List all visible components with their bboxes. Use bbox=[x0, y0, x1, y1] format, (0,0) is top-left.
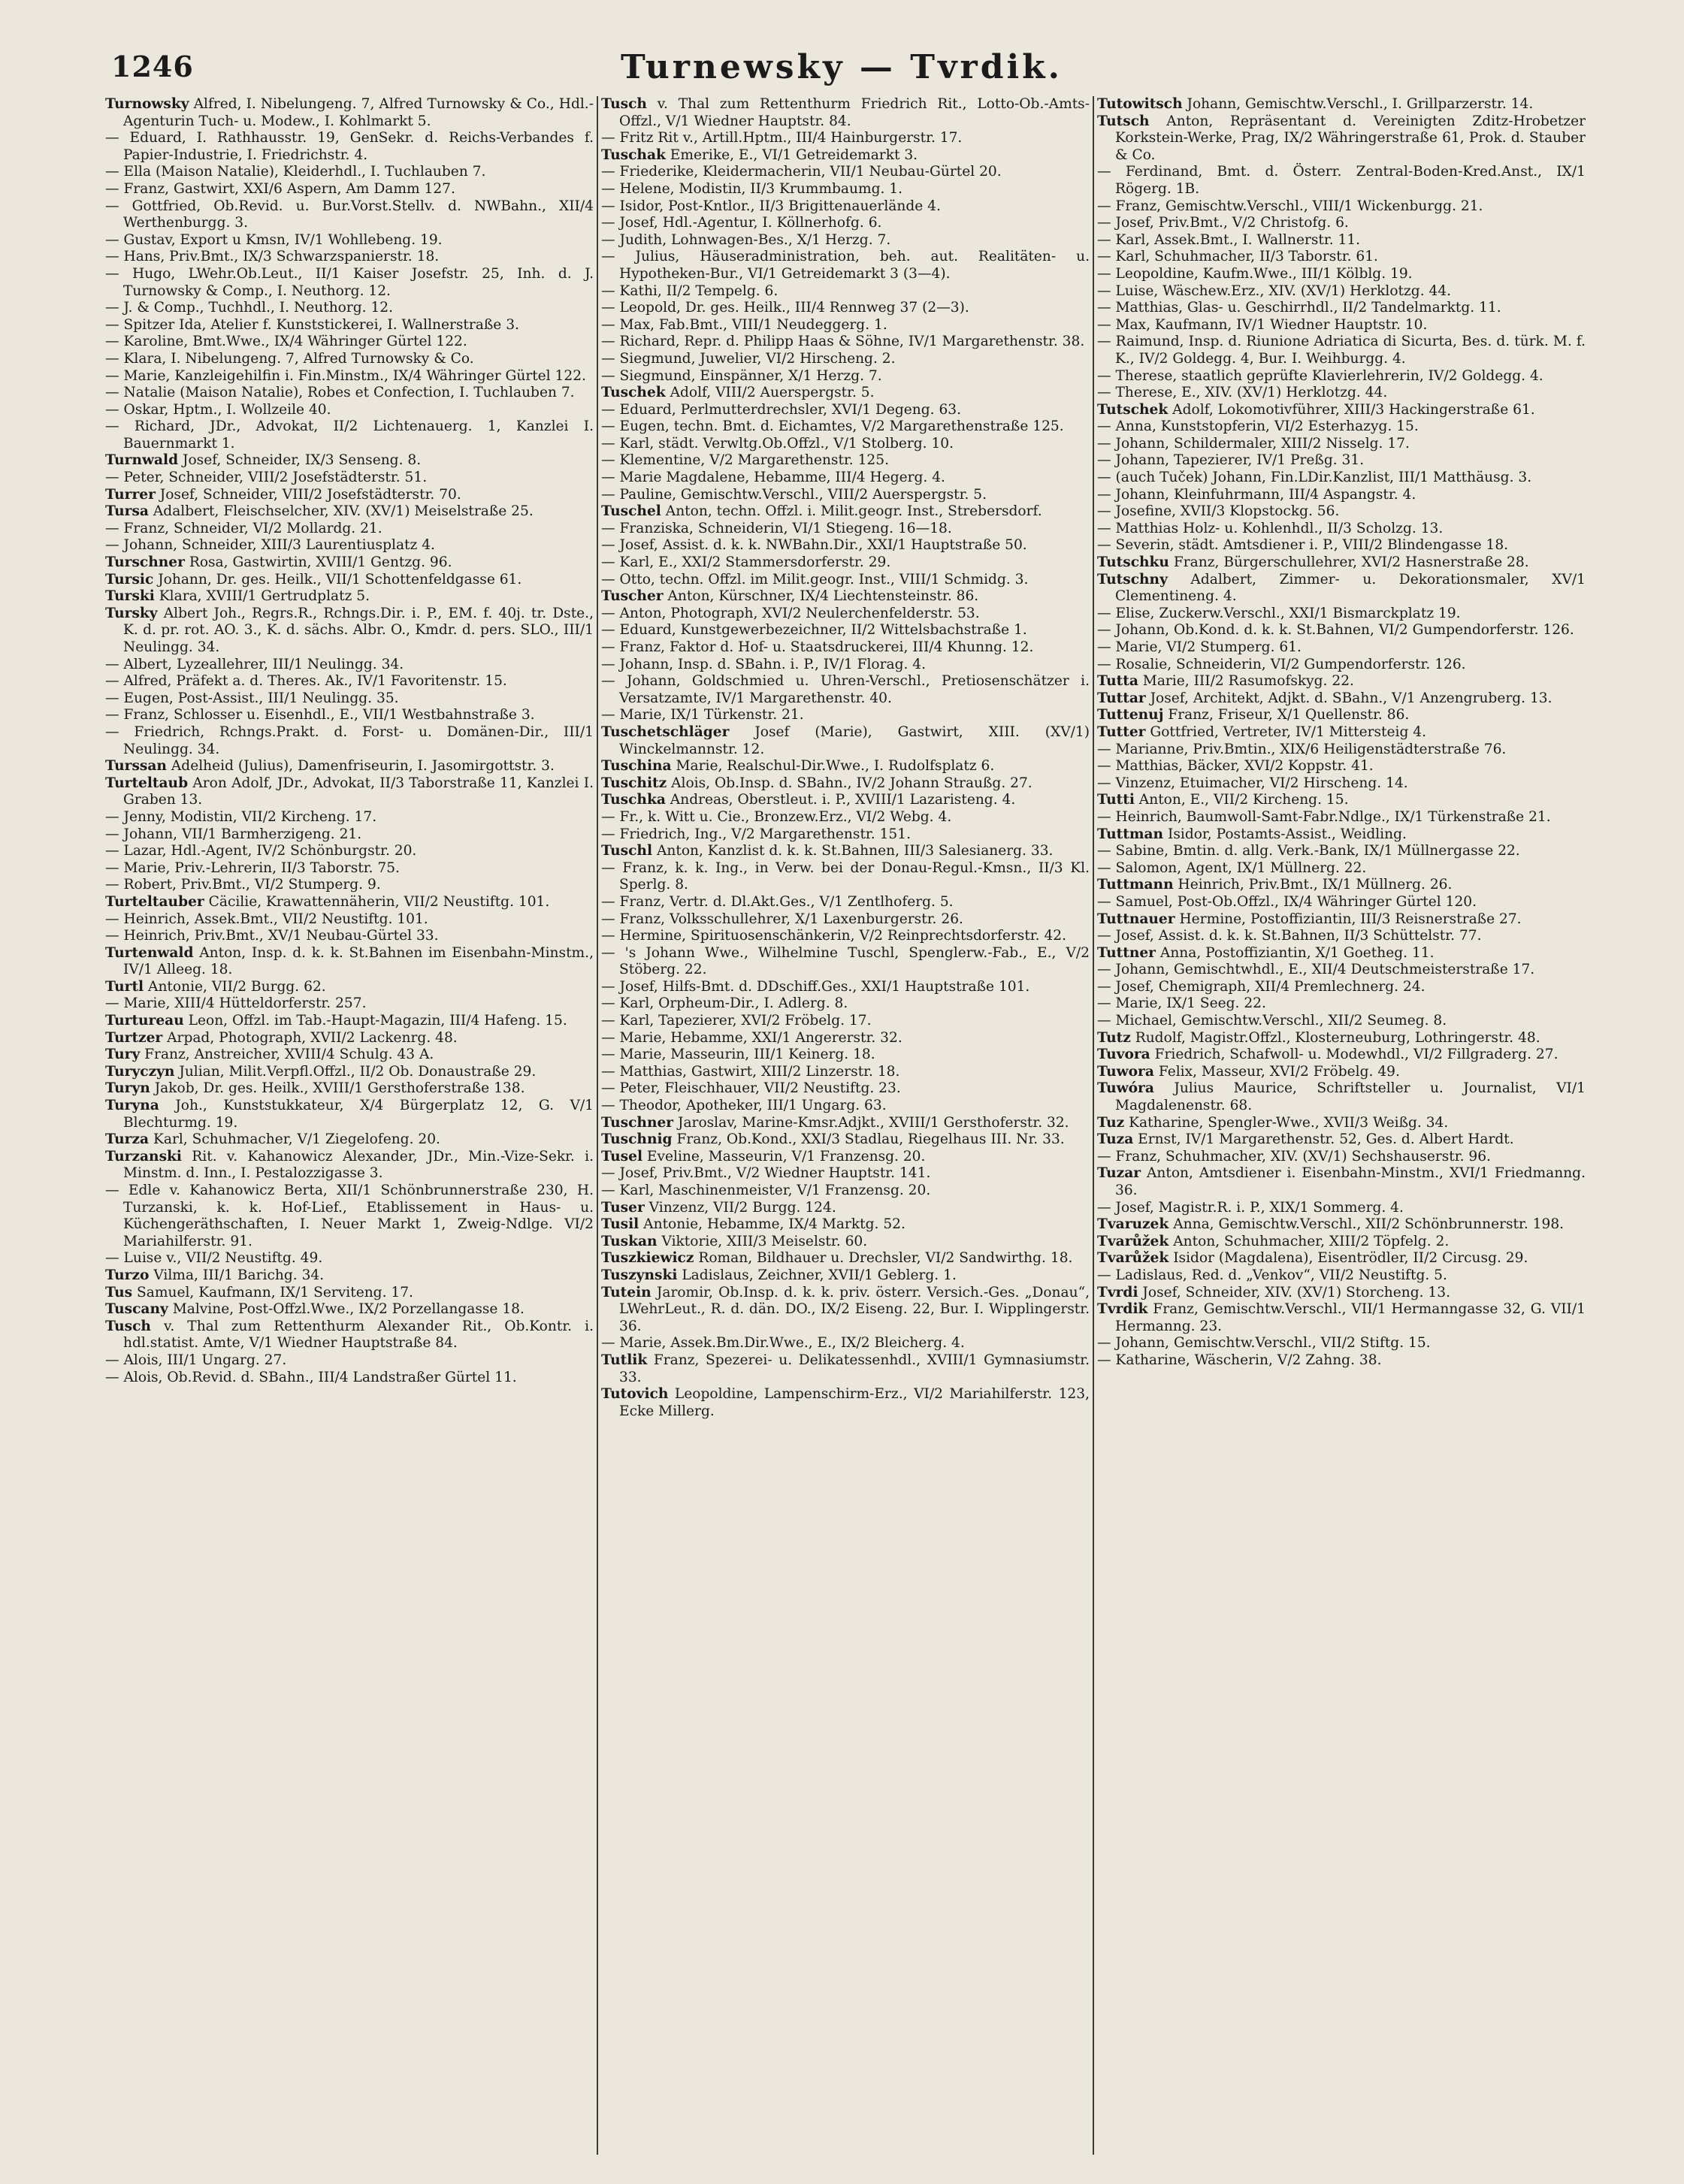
entry-surname: Tursky bbox=[105, 605, 158, 621]
directory-entry: — Luise v., VII/2 Neustiftg. 49. bbox=[105, 1250, 323, 1267]
directory-entry: — Severin, städt. Amtsdiener i. P., VIII/2 Blindengasse 18. bbox=[1097, 537, 1509, 554]
directory-entry: Tutein Jaromir, Ob.Insp. d. k. k. priv. österr. Versich.-Ges. „Donau“, LWehrLeut., R. d. dän. DO., IX/2 Eiseng. 22, Bur. I. Wipplingerstr. 36. bbox=[601, 1284, 1090, 1334]
entry-surname: Tury bbox=[105, 1047, 141, 1063]
entry-surname: Tuza bbox=[1097, 1131, 1134, 1148]
directory-entry: — Franziska, Schneiderin, VI/1 Stiegeng. 16—18. bbox=[601, 520, 952, 536]
directory-entry: Tvrdik Franz, Gemischtw.Verschl., VII/1 Hermanngasse 32, G. VII/1 Hermanng. 23. bbox=[1097, 1301, 1586, 1334]
directory-entry: Turzanski Rit. v. Kahanowicz Alexander, JDr., Min.-Vize-Sekr. i. Minstm. d. Inn., I. Pestalozzigasse 3. bbox=[105, 1148, 594, 1182]
directory-entry: Tuttnauer Hermine, Postoffiziantin, III/3 Reisnerstraße 27. bbox=[1097, 911, 1522, 927]
entry-surname: Tuzar bbox=[1097, 1165, 1141, 1182]
entry-surname: Tuttmann bbox=[1097, 877, 1174, 893]
directory-entry: — Josef, Priv.Bmt., V/2 Christofg. 6. bbox=[1097, 215, 1349, 231]
directory-entry: — Josef, Assist. d. k. k. St.Bahnen, II/3 Schüttelstr. 77. bbox=[1097, 928, 1482, 944]
directory-entry: — Marie, XIII/4 Hütteldorferstr. 257. bbox=[105, 995, 367, 1012]
directory-entry: Tutovich Leopoldine, Lampenschirm-Erz., VI/2 Mariahilferstr. 123, Ecke Millerg. bbox=[601, 1386, 1090, 1419]
directory-entry: Tuwora Felix, Masseur, XVI/2 Fröbelg. 49. bbox=[1097, 1063, 1400, 1080]
directory-entry: — Robert, Priv.Bmt., VI/2 Stumperg. 9. bbox=[105, 877, 381, 893]
directory-entry: — Heinrich, Priv.Bmt., XV/1 Neubau-Gürtel 33. bbox=[105, 928, 439, 944]
directory-entry: — Therese, E., XIV. (XV/1) Herklotzg. 44. bbox=[1097, 385, 1388, 401]
entry-surname: Turza bbox=[105, 1131, 150, 1148]
directory-entry: — Marie, IX/1 Seeg. 22. bbox=[1097, 995, 1266, 1012]
directory-entry: Tury Franz, Anstreicher, XVIII/4 Schulg. 43 A. bbox=[105, 1047, 434, 1063]
column-divider bbox=[597, 96, 598, 2155]
directory-entry: Tuttenuj Franz, Friseur, X/1 Quellenstr. 86. bbox=[1097, 707, 1410, 723]
directory-entry: — Katharine, Wäscherin, V/2 Zahng. 38. bbox=[1097, 1352, 1382, 1368]
directory-entry: — Judith, Lohnwagen-Bes., X/1 Herzg. 7. bbox=[601, 231, 891, 248]
directory-entry: Tuscany Malvine, Post-Offzl.Wwe., IX/2 Porzellangasse 18. bbox=[105, 1301, 525, 1318]
entry-surname: Tuschnig bbox=[601, 1131, 673, 1148]
directory-entry: Turtl Antonie, VII/2 Burgg. 62. bbox=[105, 978, 326, 995]
directory-entry: Tuschnig Franz, Ob.Kond., XXI/3 Stadlau, Riegelhaus III. Nr. 33. bbox=[601, 1131, 1065, 1148]
directory-entry: — Karl, Assek.Bmt., I. Wallnerstr. 11. bbox=[1097, 231, 1361, 248]
directory-entry: — Anna, Kunststopferin, VI/2 Esterhazyg. 15. bbox=[1097, 418, 1419, 435]
directory-entry: — Alois, Ob.Revid. d. SBahn., III/4 Landstraßer Gürtel 11. bbox=[105, 1369, 517, 1385]
entry-surname: Tuszynski bbox=[601, 1267, 678, 1283]
directory-entry: — Eduard, I. Rathhausstr. 19, GenSekr. d. Reichs-Verbandes f. Papier-Industrie, I. Friedrichstr. 4. bbox=[105, 130, 594, 163]
entry-surname: Tutein bbox=[601, 1284, 652, 1300]
directory-entry: — Friedrich, Rchngs.Prakt. d. Forst- u. Domänen-Dir., III/1 Neulingg. 34. bbox=[105, 723, 594, 757]
directory-entry: — Franz, Schneider, VI/2 Mollardg. 21. bbox=[105, 520, 382, 536]
directory-entry: — Marie Magdalene, Hebamme, III/4 Hegerg. 4. bbox=[601, 470, 945, 486]
directory-entry: Tusch v. Thal zum Rettenthurm Friedrich Rit., Lotto-Ob.-Amts-Offzl., V/1 Wiedner Hauptstr. 84. bbox=[601, 96, 1090, 129]
directory-entry: — Johann, VII/1 Barmherzigeng. 21. bbox=[105, 826, 362, 842]
running-head: Turnewsky — Tvrdik. bbox=[621, 48, 1063, 86]
entry-surname: Tvaruzek bbox=[1097, 1216, 1169, 1233]
directory-entry: Tuschetschläger Josef (Marie), Gastwirt, XIII. (XV/1) Winckelmannstr. 12. bbox=[601, 723, 1090, 757]
entry-surname: Turnwald bbox=[105, 452, 179, 469]
directory-entry: — Michael, Gemischtw.Verschl., XII/2 Seumeg. 8. bbox=[1097, 1013, 1447, 1029]
directory-entry: Tuschka Andreas, Oberstleut. i. P., XVIII/1 Lazaristeng. 4. bbox=[601, 792, 1016, 808]
directory-entry: Turza Karl, Schuhmacher, V/1 Ziegelofeng. 20. bbox=[105, 1131, 440, 1148]
directory-entry: Tus Samuel, Kaufmann, IX/1 Serviteng. 17. bbox=[105, 1284, 413, 1300]
entry-surname: Turyczyn bbox=[105, 1063, 175, 1080]
page-number: 1246 bbox=[111, 50, 194, 83]
directory-entry: — Salomon, Agent, IX/1 Müllnerg. 22. bbox=[1097, 859, 1367, 876]
entry-surname: Tuser bbox=[601, 1199, 645, 1216]
entry-surname: Tuschetschläger bbox=[601, 723, 730, 740]
directory-entry: — Friedrich, Ing., V/2 Margarethenstr. 151. bbox=[601, 826, 911, 842]
directory-entry: — Leopold, Dr. ges. Heilk., III/4 Rennweg 37 (2—3). bbox=[601, 300, 969, 316]
directory-entry: — Alfred, Präfekt a. d. Theres. Ak., IV/1 Favoritenstr. 15. bbox=[105, 673, 507, 690]
entry-surname: Turzo bbox=[105, 1267, 150, 1283]
entry-surname: Turyn bbox=[105, 1080, 150, 1097]
directory-entry: — Max, Fab.Bmt., VIII/1 Neudeggerg. 1. bbox=[601, 316, 887, 333]
directory-entry: — Johann, Goldschmied u. Uhren-Verschl., Pretiosenschätzer i. Versatzamte, IV/1 Margarethenstr. 40. bbox=[601, 673, 1090, 706]
directory-entry: — (auch Tuček) Johann, Fin.LDir.Kanzlist, III/1 Matthäusg. 3. bbox=[1097, 470, 1532, 486]
directory-entry: — Heinrich, Assek.Bmt., VII/2 Neustiftg. 101. bbox=[105, 911, 428, 927]
entry-surname: Tuschina bbox=[601, 758, 672, 775]
directory-entry: — Edle v. Kahanowicz Berta, XII/1 Schönbrunnerstraße 230, H. Turzanski, k. k. Hof-Lief., Etablissement in Haus- u. Küchengeräthschaften, I. Neuer Markt 1, Zweig-Ndlge. VI/2 Mariahilferstr. 91. bbox=[105, 1183, 594, 1249]
directory-entry: — Fr., k. Witt u. Cie., Bronzew.Erz., VI/2 Webg. 4. bbox=[601, 808, 952, 825]
entry-surname: Tursa bbox=[105, 503, 149, 520]
directory-entry: Turteltauber Cäcilie, Krawattennäherin, VII/2 Neustiftg. 101. bbox=[105, 893, 550, 910]
directory-entry: — Johann, Schneider, XIII/3 Laurentiusplatz 4. bbox=[105, 537, 435, 554]
entry-surname: Turschner bbox=[105, 554, 185, 571]
entry-surname: Turtl bbox=[105, 978, 144, 995]
directory-entry: — Anton, Photograph, XVI/2 Neulerchenfelderstr. 53. bbox=[601, 605, 980, 621]
entry-surname: Tuttenuj bbox=[1097, 707, 1164, 723]
entry-surname: Tusel bbox=[601, 1148, 643, 1164]
directory-entry: Turschner Rosa, Gastwirtin, XVIII/1 Gentzg. 96. bbox=[105, 554, 452, 571]
entry-surname: Tuschel bbox=[601, 503, 661, 520]
directory-entry: Tuschak Emerike, E., VI/1 Getreidemarkt 3. bbox=[601, 147, 918, 163]
directory-entry: Tutschny Adalbert, Zimmer- u. Dekorationsmaler, XV/1 Clementineng. 4. bbox=[1097, 571, 1586, 605]
directory-entry: Tutschku Franz, Bürgerschullehrer, XVI/2 Hasnerstraße 28. bbox=[1097, 554, 1529, 571]
directory-entry: — Franz, Faktor d. Hof- u. Staatsdruckerei, III/4 Khunng. 12. bbox=[601, 639, 1034, 655]
directory-entry: — Raimund, Insp. d. Riunione Adriatica di Sicurta, Bes. d. türk. M. f. K., IV/2 Goldegg. 4, Bur. I. Weihburgg. 4. bbox=[1097, 334, 1586, 367]
directory-entry: Tursky Albert Joh., Regrs.R., Rchngs.Dir. i. P., EM. f. 40j. tr. Dste., K. d. pr. rot. AO. 3., K. d. sächs. Albr. O., Kmdr. d. pers. SLO., III/1 Neulingg. 34. bbox=[105, 605, 594, 655]
directory-entry: — Marie, Hebamme, XXI/1 Angererstr. 32. bbox=[601, 1029, 902, 1046]
directory-entry: — Elise, Zuckerw.Verschl., XXI/1 Bismarckplatz 19. bbox=[1097, 605, 1461, 621]
directory-entry: — Matthias, Gastwirt, XIII/2 Linzerstr. 18. bbox=[601, 1063, 900, 1080]
directory-entry: — Karl, Maschinenmeister, V/1 Franzensg. 20. bbox=[601, 1183, 931, 1198]
entry-surname: Tvrdi bbox=[1097, 1284, 1138, 1300]
directory-entry: Tutta Marie, III/2 Rasumofskyg. 22. bbox=[1097, 673, 1354, 690]
entry-surname: Tvarůžek bbox=[1097, 1250, 1169, 1267]
directory-entry: — Karl, E., XXI/2 Stammersdorferstr. 29. bbox=[601, 554, 891, 571]
directory-entry: Tusch v. Thal zum Rettenthurm Alexander Rit., Ob.Kontr. i. hdl.statist. Amte, V/1 Wiedner Hauptstraße 84. bbox=[105, 1318, 594, 1352]
directory-entry: Turteltaub Aron Adolf, JDr., Advokat, II/3 Taborstraße 11, Kanzlei I. Graben 13. bbox=[105, 775, 594, 808]
directory-entry: Tvaruzek Anna, Gemischtw.Verschl., XII/2 Schönbrunnerstr. 198. bbox=[1097, 1216, 1565, 1233]
directory-entry: — Rosalie, Schneiderin, VI/2 Gumpendorferstr. 126. bbox=[1097, 656, 1466, 672]
directory-entry: — Klementine, V/2 Margarethenstr. 125. bbox=[601, 452, 890, 469]
directory-entry: Tuschner Jaroslav, Marine-Kmsr.Adjkt., XVIII/1 Gersthoferstr. 32. bbox=[601, 1114, 1069, 1131]
directory-entry: — Johann, Gemischtwhdl., E., XII/4 Deutschmeisterstraße 17. bbox=[1097, 962, 1535, 978]
directory-entry: — Helene, Modistin, II/3 Krummbaumg. 1. bbox=[601, 180, 903, 197]
directory-entry: — Sabine, Bmtin. d. allg. Verk.-Bank, IX/1 Müllnergasse 22. bbox=[1097, 843, 1520, 859]
directory-entry: Tuwóra Julius Maurice, Schriftsteller u. Journalist, VI/1 Magdalenenstr. 68. bbox=[1097, 1080, 1586, 1114]
entry-surname: Tutta bbox=[1097, 673, 1138, 690]
directory-entry: — Ella (Maison Natalie), Kleiderhdl., I. Tuchlauben 7. bbox=[105, 164, 486, 180]
directory-entry: — Julius, Häuseradministration, beh. aut. Realitäten- u. Hypotheken-Bur., VI/1 Getreidemarkt 3 (3—4). bbox=[601, 249, 1090, 282]
directory-entry: — Heinrich, Baumwoll-Samt-Fabr.Ndlge., IX/1 Türkenstraße 21. bbox=[1097, 808, 1551, 825]
directory-entry: Turtzer Arpad, Photograph, XVII/2 Lackenrg. 48. bbox=[105, 1029, 458, 1046]
directory-entry: Tuschek Adolf, VIII/2 Auerspergstr. 5. bbox=[601, 385, 875, 401]
directory-entry: Tuszynski Ladislaus, Zeichner, XVII/1 Geblerg. 1. bbox=[601, 1267, 957, 1283]
directory-entry: — Karoline, Bmt.Wwe., IX/4 Währinger Gürtel 122. bbox=[105, 334, 467, 350]
entry-surname: Tuttar bbox=[1097, 690, 1146, 706]
directory-entry: — Karl, Tapezierer, XVI/2 Fröbelg. 17. bbox=[601, 1013, 872, 1029]
directory-entry: Turyn Jakob, Dr. ges. Heilk., XVIII/1 Gersthoferstraße 138. bbox=[105, 1080, 525, 1097]
entry-surname: Turtenwald bbox=[105, 944, 194, 961]
directory-entry: Tvarůžek Anton, Schuhmacher, XIII/2 Töpfelg. 2. bbox=[1097, 1233, 1450, 1249]
entry-surname: Tursic bbox=[105, 571, 154, 588]
directory-entry: — Albert, Lyzeallehrer, III/1 Neulingg. 34. bbox=[105, 656, 404, 672]
directory-entry: — Vinzenz, Etuimacher, VI/2 Hirscheng. 14. bbox=[1097, 775, 1408, 791]
directory-entry: — Peter, Schneider, VIII/2 Josefstädterstr. 51. bbox=[105, 470, 428, 486]
page-header bbox=[105, 44, 1578, 92]
directory-entry: Tuschl Anton, Kanzlist d. k. k. St.Bahnen, III/3 Salesianerg. 33. bbox=[601, 843, 1054, 859]
entry-surname: Tutschek bbox=[1097, 401, 1169, 418]
entry-surname: Turrer bbox=[105, 486, 156, 503]
directory-entry: — Karl, Schuhmacher, II/3 Taborstr. 61. bbox=[1097, 249, 1378, 265]
directory-entry: — Josef, Chemigraph, XII/4 Premlechnerg. 24. bbox=[1097, 978, 1426, 995]
directory-entry: — Peter, Fleischhauer, VII/2 Neustiftg. 23. bbox=[601, 1080, 901, 1097]
directory-entry: Turnwald Josef, Schneider, IX/3 Senseng. 8. bbox=[105, 452, 422, 469]
directory-entry: Tuskan Viktorie, XIII/3 Meiselstr. 60. bbox=[601, 1233, 868, 1249]
entry-surname: Turnowsky bbox=[105, 96, 189, 112]
entry-surname: Tuschitz bbox=[601, 775, 667, 791]
entry-surname: Turski bbox=[105, 588, 155, 605]
directory-entry: — Alois, III/1 Ungarg. 27. bbox=[105, 1352, 287, 1368]
entry-surname: Tvarůžek bbox=[1097, 1233, 1169, 1249]
directory-entry: — Franz, Vertr. d. Dl.Akt.Ges., V/1 Zentlhoferg. 5. bbox=[601, 893, 954, 910]
directory-entry: — Franz, Gemischtw.Verschl., VIII/1 Wickenburgg. 21. bbox=[1097, 198, 1483, 214]
entry-surname: Tuscher bbox=[601, 588, 664, 605]
entry-surname: Tutsch bbox=[1097, 113, 1150, 129]
column-2 bbox=[601, 96, 1090, 2155]
directory-entry: — Siegmund, Einspänner, X/1 Herzg. 7. bbox=[601, 367, 882, 384]
entry-surname: Tusch bbox=[105, 1318, 151, 1334]
directory-entry: — Marie, Masseurin, III/1 Keinerg. 18. bbox=[601, 1047, 875, 1063]
column-divider bbox=[1093, 96, 1094, 2155]
entry-surname: Tuttner bbox=[1097, 944, 1156, 961]
entry-surname: Tutschny bbox=[1097, 571, 1168, 588]
entry-surname: Tutz bbox=[1097, 1029, 1131, 1046]
entry-surname: Tuschka bbox=[601, 792, 666, 808]
entry-surname: Tusil bbox=[601, 1216, 639, 1233]
entry-surname: Turtzer bbox=[105, 1029, 163, 1046]
directory-entry: — Luise, Wäschew.Erz., XIV. (XV/1) Herklotzg. 44. bbox=[1097, 282, 1452, 299]
entry-surname: Turteltaub bbox=[105, 775, 189, 791]
directory-entry: Tutschek Adolf, Lokomotivführer, XIII/3 Hackingerstraße 61. bbox=[1097, 401, 1535, 418]
directory-entry: — Johann, Kleinfuhrmann, III/4 Aspangstr. 4. bbox=[1097, 486, 1416, 503]
directory-entry: Tuschel Anton, techn. Offzl. i. Milit.geogr. Inst., Strebersdorf. bbox=[601, 503, 1042, 520]
directory-entry: — Franz, Schlosser u. Eisenhdl., E., VII/1 Westbahnstraße 3. bbox=[105, 707, 535, 723]
directory-entry: — Franz, Volksschullehrer, X/1 Laxenburgerstr. 26. bbox=[601, 911, 963, 927]
directory-entry: Tuschina Marie, Realschul-Dir.Wwe., I. Rudolfsplatz 6. bbox=[601, 758, 995, 775]
directory-entry: — Gottfried, Ob.Revid. u. Bur.Vorst.Stellv. d. NWBahn., XII/4 Werthenburgg. 3. bbox=[105, 198, 594, 231]
directory-entry: — Samuel, Post-Ob.Offzl., IX/4 Währinger Gürtel 120. bbox=[1097, 893, 1477, 910]
directory-entry: — Marie, Assek.Bm.Dir.Wwe., E., IX/2 Bleicherg. 4. bbox=[601, 1335, 965, 1352]
directory-entry: — Marie, IX/1 Türkenstr. 21. bbox=[601, 707, 804, 723]
directory-entry: Turyna Joh., Kunststukkateur, X/4 Bürgerplatz 12, G. V/1 Blechturmg. 19. bbox=[105, 1098, 594, 1131]
directory-entry: — 's Johann Wwe., Wilhelmine Tuschl, Spenglerw.-Fab., E., V/2 Stöberg. 22. bbox=[601, 944, 1090, 978]
entry-surname: Tvrdik bbox=[1097, 1301, 1148, 1318]
entry-surname: Tutovich bbox=[601, 1386, 669, 1403]
directory-entry: — Johann, Ob.Kond. d. k. k. St.Bahnen, VI/2 Gumpendorferstr. 126. bbox=[1097, 622, 1574, 639]
directory-entry: — Fritz Rit v., Artill.Hptm., III/4 Hainburgerstr. 17. bbox=[601, 130, 963, 147]
entry-surname: Tuwora bbox=[1097, 1063, 1154, 1080]
directory-entry: — Therese, staatlich geprüfte Klavierlehrerin, IV/2 Goldegg. 4. bbox=[1097, 367, 1543, 384]
entry-surname: Tuwóra bbox=[1097, 1080, 1154, 1097]
directory-entry: — Otto, techn. Offzl. im Milit.geogr. Inst., VIII/1 Schmidg. 3. bbox=[601, 571, 1029, 588]
entry-surname: Tutlik bbox=[601, 1352, 648, 1368]
directory-entry: — Franz, Gastwirt, XXI/6 Aspern, Am Damm 127. bbox=[105, 180, 455, 197]
directory-entry: — Natalie (Maison Natalie), Robes et Confection, I. Tuchlauben 7. bbox=[105, 385, 575, 401]
entry-surname: Turyna bbox=[105, 1098, 159, 1114]
directory-entry: — Marie, Kanzleigehilfin i. Fin.Minstm., IX/4 Währinger Gürtel 122. bbox=[105, 367, 586, 384]
directory-entry: Turyczyn Julian, Milit.Verpfl.Offzl., II/2 Ob. Donaustraße 29. bbox=[105, 1063, 537, 1080]
directory-entry: — Johann, Tapezierer, IV/1 Preßg. 31. bbox=[1097, 452, 1365, 469]
entry-surname: Tuschek bbox=[601, 385, 666, 401]
directory-entry: — Eduard, Perlmutterdrechsler, XVI/1 Degeng. 63. bbox=[601, 401, 962, 418]
entry-surname: Turtureau bbox=[105, 1013, 184, 1029]
directory-entry: — Eugen, Post-Assist., III/1 Neulingg. 35. bbox=[105, 690, 399, 706]
entry-surname: Turssan bbox=[105, 758, 167, 775]
directory-entry: Tvrdi Josef, Schneider, XIV. (XV/1) Storcheng. 13. bbox=[1097, 1284, 1450, 1300]
directory-entry: — Theodor, Apotheker, III/1 Ungarg. 63. bbox=[601, 1098, 887, 1114]
directory-entry: — Karl, städt. Verwltg.Ob.Offzl., V/1 Stolberg. 10. bbox=[601, 435, 954, 452]
directory-entry: — Matthias, Glas- u. Geschirrhdl., II/2 Tandelmarktg. 11. bbox=[1097, 300, 1501, 316]
directory-entry: Tutz Rudolf, Magistr.Offzl., Klosterneuburg, Lothringerstr. 48. bbox=[1097, 1029, 1540, 1046]
entry-surname: Tuszkiewicz bbox=[601, 1250, 694, 1267]
directory-entry: Tursic Johann, Dr. ges. Heilk., VII/1 Schottenfeldgasse 61. bbox=[105, 571, 522, 588]
directory-entry: Tusil Antonie, Hebamme, IX/4 Marktg. 52. bbox=[601, 1216, 905, 1233]
directory-entry: — Eduard, Kunstgewerbezeichner, II/2 Wittelsbachstraße 1. bbox=[601, 622, 1027, 639]
directory-entry: — Richard, JDr., Advokat, II/2 Lichtenauerg. 1, Kanzlei I. Bauernmarkt 1. bbox=[105, 418, 594, 452]
directory-entry: — Josef, Priv.Bmt., V/2 Wiedner Hauptstr. 141. bbox=[601, 1165, 931, 1182]
entry-surname: Tutter bbox=[1097, 723, 1146, 740]
directory-entry: — Leopoldine, Kaufm.Wwe., III/1 Kölblg. 19. bbox=[1097, 265, 1413, 282]
directory-entry: — Eugen, techn. Bmt. d. Eichamtes, V/2 Margarethenstraße 125. bbox=[601, 418, 1064, 435]
directory-entry: — Matthias Holz- u. Kohlenhdl., II/3 Scholzg. 13. bbox=[1097, 520, 1444, 536]
directory-entry: Tuttar Josef, Architekt, Adjkt. d. SBahn., V/1 Anzengruberg. 13. bbox=[1097, 690, 1552, 706]
directory-entry: — Johann, Schildermaler, XIII/2 Nisselg. 17. bbox=[1097, 435, 1410, 452]
entry-surname: Tutschku bbox=[1097, 554, 1169, 571]
directory-entry: Tuscher Anton, Kürschner, IX/4 Liechtensteinstr. 86. bbox=[601, 588, 979, 605]
directory-entry: — Josef, Hilfs-Bmt. d. DDschiff.Ges., XXI/1 Hauptstraße 101. bbox=[601, 978, 1030, 995]
directory-entry: Tursa Adalbert, Fleischselcher, XIV. (XV/1) Meiselstraße 25. bbox=[105, 503, 534, 520]
directory-entry: — Johann, Gemischtw.Verschl., VII/2 Stiftg. 15. bbox=[1097, 1335, 1431, 1352]
directory-entry: Tvarůžek Isidor (Magdalena), Eisentrödler, II/2 Circusg. 29. bbox=[1097, 1250, 1528, 1267]
directory-entry: — Marianne, Priv.Bmtin., XIX/6 Heiligenstädterstraße 76. bbox=[1097, 741, 1507, 757]
entry-surname: Tutowitsch bbox=[1097, 96, 1183, 112]
directory-columns bbox=[105, 96, 1601, 2155]
directory-entry: — Ferdinand, Bmt. d. Österr. Zentral-Boden-Kred.Anst., IX/1 Rögerg. 1B. bbox=[1097, 164, 1586, 197]
entry-surname: Tuscany bbox=[105, 1301, 168, 1318]
directory-entry: Turtureau Leon, Offzl. im Tab.-Haupt-Magazin, III/4 Hafeng. 15. bbox=[105, 1013, 567, 1029]
directory-entry: — Johann, Insp. d. SBahn. i. P., IV/1 Florag. 4. bbox=[601, 656, 927, 672]
directory-entry: — Gustav, Export u Kmsn, IV/1 Wohllebeng. 19. bbox=[105, 231, 443, 248]
directory-entry: Turtenwald Anton, Insp. d. k. k. St.Bahnen im Eisenbahn-Minstm., IV/1 Alleeg. 18. bbox=[105, 944, 594, 978]
directory-entry: Tuvora Friedrich, Schafwoll- u. Modewhdl., VI/2 Fillgraderg. 27. bbox=[1097, 1047, 1559, 1063]
directory-entry: Tuz Katharine, Spengler-Wwe., XVII/3 Weißg. 34. bbox=[1097, 1114, 1449, 1131]
entry-surname: Tuvora bbox=[1097, 1047, 1150, 1063]
directory-entry: Tutti Anton, E., VII/2 Kircheng. 15. bbox=[1097, 792, 1349, 808]
entry-surname: Tuttman bbox=[1097, 826, 1164, 842]
directory-entry: — Marie, Priv.-Lehrerin, II/3 Taborstr. 75. bbox=[105, 859, 400, 876]
directory-entry: — Pauline, Gemischtw.Verschl., VIII/2 Auerspergstr. 5. bbox=[601, 486, 987, 503]
directory-entry: Tuza Ernst, IV/1 Margarethenstr. 52, Ges. d. Albert Hardt. bbox=[1097, 1131, 1514, 1148]
directory-entry: Tuttman Isidor, Postamts-Assist., Weidling. bbox=[1097, 826, 1407, 842]
directory-entry: Turssan Adelheid (Julius), Damenfriseurin, I. Jasomirgottstr. 3. bbox=[105, 758, 555, 775]
directory-entry: — Klara, I. Nibelungeng. 7, Alfred Turnowsky & Co. bbox=[105, 350, 474, 367]
directory-entry: Tutter Gottfried, Vertreter, IV/1 Mittersteig 4. bbox=[1097, 723, 1427, 740]
directory-entry: — Franz, Schuhmacher, XIV. (XV/1) Sechshauserstr. 96. bbox=[1097, 1148, 1491, 1164]
directory-entry: Tutsch Anton, Repräsentant d. Vereinigten Zditz-Hrobetzer Korkstein-Werke, Prag, IX/2 Währingerstraße 61, Prok. d. Stauber & Co. bbox=[1097, 113, 1586, 163]
directory-entry: — Oskar, Hptm., I. Wollzeile 40. bbox=[105, 401, 331, 418]
directory-entry: Tutlik Franz, Spezerei- u. Delikatessenhdl., XVIII/1 Gymnasiumstr. 33. bbox=[601, 1352, 1090, 1385]
directory-entry: Tuschitz Alois, Ob.Insp. d. SBahn., IV/2 Johann Straußg. 27. bbox=[601, 775, 1032, 791]
directory-entry: — Josef, Magistr.R. i. P., XIX/1 Sommerg. 4. bbox=[1097, 1199, 1404, 1216]
directory-entry: Tuzar Anton, Amtsdiener i. Eisenbahn-Minstm., XVI/1 Friedmanng. 36. bbox=[1097, 1165, 1586, 1198]
column-1 bbox=[105, 96, 594, 2155]
entry-surname: Tuschner bbox=[601, 1114, 674, 1131]
directory-entry: — Franz, k. k. Ing., in Verw. bei der Donau-Regul.-Kmsn., II/3 Kl. Sperlg. 8. bbox=[601, 859, 1090, 893]
directory-entry: Tutowitsch Johann, Gemischtw.Verschl., I. Grillparzerstr. 14. bbox=[1097, 96, 1534, 112]
directory-entry: — Ladislaus, Red. d. „Venkov“, VII/2 Neustiftg. 5. bbox=[1097, 1267, 1447, 1283]
directory-entry: — Marie, VI/2 Stumperg. 61. bbox=[1097, 639, 1302, 655]
directory-entry: — Richard, Repr. d. Philipp Haas & Söhne, IV/1 Margarethenstr. 38. bbox=[601, 334, 1085, 350]
directory-entry: — Hermine, Spirituosenschänkerin, V/2 Reinprechtsdorferstr. 42. bbox=[601, 928, 1067, 944]
directory-entry: — Isidor, Post-Kntlor., II/3 Brigittenauerlände 4. bbox=[601, 198, 941, 214]
column-3 bbox=[1097, 96, 1586, 2155]
entry-surname: Tuskan bbox=[601, 1233, 658, 1249]
entry-surname: Tuschak bbox=[601, 147, 666, 163]
directory-entry: — J. & Comp., Tuchhdl., I. Neuthorg. 12. bbox=[105, 300, 394, 316]
directory-entry: — Jenny, Modistin, VII/2 Kircheng. 17. bbox=[105, 808, 377, 825]
entry-surname: Tusch bbox=[601, 96, 647, 112]
directory-entry: Tuser Vinzenz, VII/2 Burgg. 124. bbox=[601, 1199, 836, 1216]
directory-entry: — Hugo, LWehr.Ob.Leut., II/1 Kaiser Josefstr. 25, Inh. d. J. Turnowsky & Comp., I. Neuthorg. 12. bbox=[105, 265, 594, 299]
directory-entry: Tusel Eveline, Masseurin, V/1 Franzensg. 20. bbox=[601, 1148, 926, 1164]
entry-surname: Tuz bbox=[1097, 1114, 1125, 1131]
directory-entry: Tuttmann Heinrich, Priv.Bmt., IX/1 Müllnerg. 26. bbox=[1097, 877, 1453, 893]
directory-entry: Turski Klara, XVIII/1 Gertrudplatz 5. bbox=[105, 588, 370, 605]
entry-surname: Tus bbox=[105, 1284, 133, 1300]
entry-surname: Turzanski bbox=[105, 1148, 182, 1164]
directory-entry: Turrer Josef, Schneider, VIII/2 Josefstädterstr. 70. bbox=[105, 486, 461, 503]
directory-entry: Tuszkiewicz Roman, Bildhauer u. Drechsler, VI/2 Sandwirthg. 18. bbox=[601, 1250, 1073, 1267]
directory-entry: — Spitzer Ida, Atelier f. Kunststickerei, I. Wallnerstraße 3. bbox=[105, 316, 519, 333]
directory-entry: — Max, Kaufmann, IV/1 Wiedner Hauptstr. 10. bbox=[1097, 316, 1428, 333]
directory-entry: — Siegmund, Juwelier, VI/2 Hirscheng. 2. bbox=[601, 350, 896, 367]
entry-surname: Tuttnauer bbox=[1097, 911, 1175, 927]
directory-entry: — Lazar, Hdl.-Agent, IV/2 Schönburgstr. 20. bbox=[105, 843, 417, 859]
directory-entry: — Matthias, Bäcker, XVI/2 Koppstr. 41. bbox=[1097, 758, 1374, 775]
directory-entry: Tuttner Anna, Postoffiziantin, X/1 Goetheg. 11. bbox=[1097, 944, 1435, 961]
directory-entry: — Hans, Priv.Bmt., IX/3 Schwarzspanierstr. 18. bbox=[105, 249, 440, 265]
entry-surname: Tuschl bbox=[601, 843, 653, 859]
directory-entry: — Friederike, Kleidermacherin, VII/1 Neubau-Gürtel 20. bbox=[601, 164, 1002, 180]
entry-surname: Turteltauber bbox=[105, 893, 204, 910]
directory-entry: — Josef, Hdl.-Agentur, I. Köllnerhofg. 6. bbox=[601, 215, 882, 231]
entry-surname: Tutti bbox=[1097, 792, 1135, 808]
directory-entry: — Karl, Orpheum-Dir., I. Adlerg. 8. bbox=[601, 995, 848, 1012]
directory-entry: — Josef, Assist. d. k. k. NWBahn.Dir., XXI/1 Hauptstraße 50. bbox=[601, 537, 1027, 554]
directory-entry: — Kathi, II/2 Tempelg. 6. bbox=[601, 282, 779, 299]
directory-entry: Turzo Vilma, III/1 Barichg. 34. bbox=[105, 1267, 325, 1283]
directory-entry: Turnowsky Alfred, I. Nibelungeng. 7, Alfred Turnowsky & Co., Hdl.-Agenturin Tuch- u. Modew., I. Kohlmarkt 5. bbox=[105, 96, 594, 129]
directory-entry: — Josefine, XVII/3 Klopstockg. 56. bbox=[1097, 503, 1340, 520]
